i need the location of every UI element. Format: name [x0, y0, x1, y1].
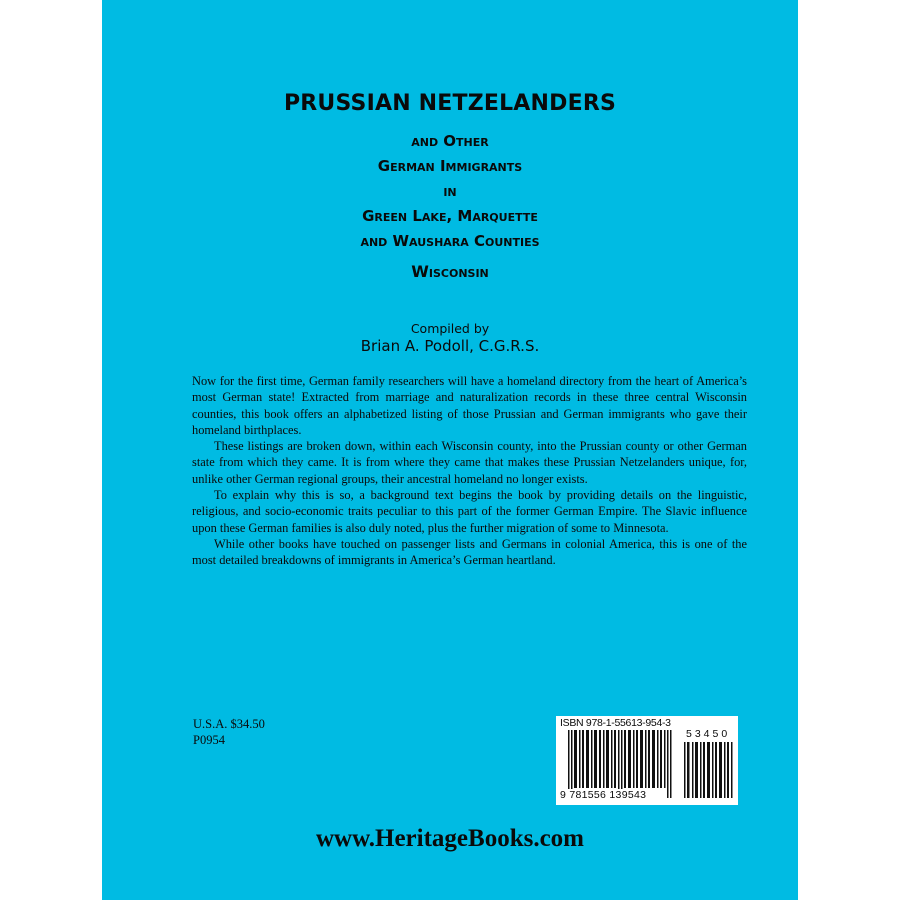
author-name: Brian A. Podoll, C.G.R.S.	[360, 337, 540, 355]
ean-digits: 9 781556 139543	[560, 789, 647, 801]
book-title: PRUSSIAN NETZELANDERS	[283, 91, 617, 116]
book-back-cover	[102, 0, 798, 900]
isbn-barcode	[556, 716, 738, 805]
isbn-label: ISBN 978-1-55613-954-3	[560, 717, 671, 729]
book-description	[192, 373, 747, 569]
product-code: P0954	[193, 733, 225, 747]
subtitle-state: Wisconsin	[411, 262, 489, 281]
price-addon-bars-icon	[684, 742, 734, 798]
subtitle-line-4: Green Lake, Marquette	[362, 207, 538, 225]
subtitle-line-1: and Other	[411, 132, 489, 150]
subtitle-line-2: German Immigrants	[377, 157, 523, 175]
subtitle-line-5: and Waushara Counties	[360, 232, 540, 250]
ean-barcode-bars-icon	[568, 730, 672, 798]
compiled-by-label: Compiled by	[410, 321, 490, 336]
barcode-price-addon: 53450	[686, 728, 731, 740]
description-paragraph-2: These listings are broken down, within each Wisconsin county, into the Prussian county or other German state from which they came. It is from where they came that makes these Prussian Netzelanders unique, for, unlike other German regional groups, their ancestral homeland no longer exists.	[192, 439, 747, 486]
description-paragraph-4: While other books have touched on passenger lists and Germans in colonial America, this is one of the most detailed breakdowns of immigrants in America’s German heartland.	[192, 536, 747, 568]
price-block	[193, 716, 265, 748]
description-paragraph-1: Now for the first time, German family researchers will have a homeland directory from the heart of America’s most German state! Extracted from marriage and naturalization records in these three central Wisconsin counties, this book offers an alphabetized listing of those Prussian and German immigrants who gave their homeland birthplaces.	[192, 374, 747, 437]
description-paragraph-3: To explain why this is so, a background text begins the book by providing details on the linguistic, religious, and socio-economic traits peculiar to this part of the former German Empire. The Slavic influence upon these German families is also duly noted, plus the further migration of some to Minnesota.	[192, 488, 747, 535]
subtitle-line-3: in	[443, 182, 457, 200]
price-text: U.S.A. $34.50	[193, 717, 265, 731]
publisher-website: www.HeritageBooks.com	[315, 825, 585, 852]
